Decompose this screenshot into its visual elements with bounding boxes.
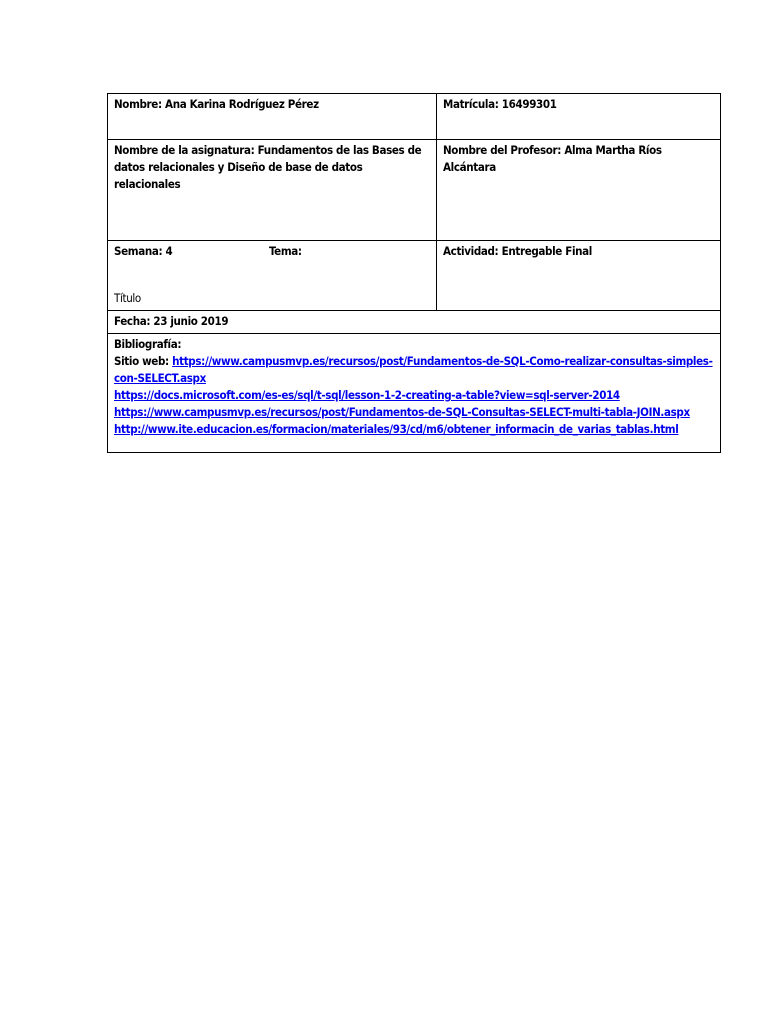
activity-cell <box>437 241 721 311</box>
subject-label: Nombre de la asignatura: <box>114 143 255 157</box>
week-topic-cell <box>108 241 437 311</box>
date-cell <box>108 311 721 334</box>
student-name-cell <box>108 94 437 140</box>
bibliography-link-4[interactable]: http://www.ite.educacion.es/formacion/materiales/93/cd/m6/obtener_informacin_de_varias_tablas.html <box>114 422 679 436</box>
subject-cell <box>108 140 437 241</box>
student-name-label: Nombre: <box>114 97 162 111</box>
table-row <box>108 94 721 140</box>
activity-value: Entregable Final <box>501 244 592 258</box>
week-label: Semana: <box>114 244 163 258</box>
bibliography-link-2[interactable]: https://docs.microsoft.com/es-es/sql/t-sql/lesson-1-2-creating-a-table?view=sql-server-2014 <box>114 388 620 402</box>
bibliography-label: Bibliografía: <box>114 337 182 351</box>
date-label: Fecha: <box>114 314 151 328</box>
matricula-value: 16499301 <box>501 97 557 111</box>
bibliography-link-1[interactable]: https://www.campusmvp.es/recursos/post/Fundamentos-de-SQL-Como-realizar-consultas-simples-con-SELECT.aspx <box>114 354 713 385</box>
bibliography-link-3[interactable]: https://www.campusmvp.es/recursos/post/Fundamentos-de-SQL-Consultas-SELECT-multi-tabla-JOIN.aspx <box>114 405 690 419</box>
week-group <box>114 243 269 260</box>
matricula-label: Matrícula: <box>443 97 499 111</box>
table-row <box>108 311 721 334</box>
document-info-table <box>107 93 721 453</box>
table-row <box>108 241 721 311</box>
week-topic-line <box>114 243 431 260</box>
date-value: 23 junio 2019 <box>153 314 229 328</box>
subject-value: Fundamentos de las Bases de datos relacionales y Diseño de base de datos relacionales <box>114 143 422 191</box>
professor-value: Alma Martha Ríos Alcántara <box>443 143 662 174</box>
week-value: 4 <box>165 244 173 258</box>
professor-label: Nombre del Profesor: <box>443 143 562 157</box>
student-name-value: Ana Karina Rodríguez Pérez <box>165 97 319 111</box>
activity-label: Actividad: <box>443 244 499 258</box>
bibliography-cell <box>108 334 721 453</box>
professor-cell <box>437 140 721 241</box>
bibliography-item <box>114 353 715 387</box>
table-row <box>108 140 721 241</box>
table-row <box>108 334 721 453</box>
website-label: Sitio web: <box>114 354 169 368</box>
title-label: Título <box>114 291 141 305</box>
matricula-cell <box>437 94 721 140</box>
topic-label: Tema: <box>269 244 302 258</box>
